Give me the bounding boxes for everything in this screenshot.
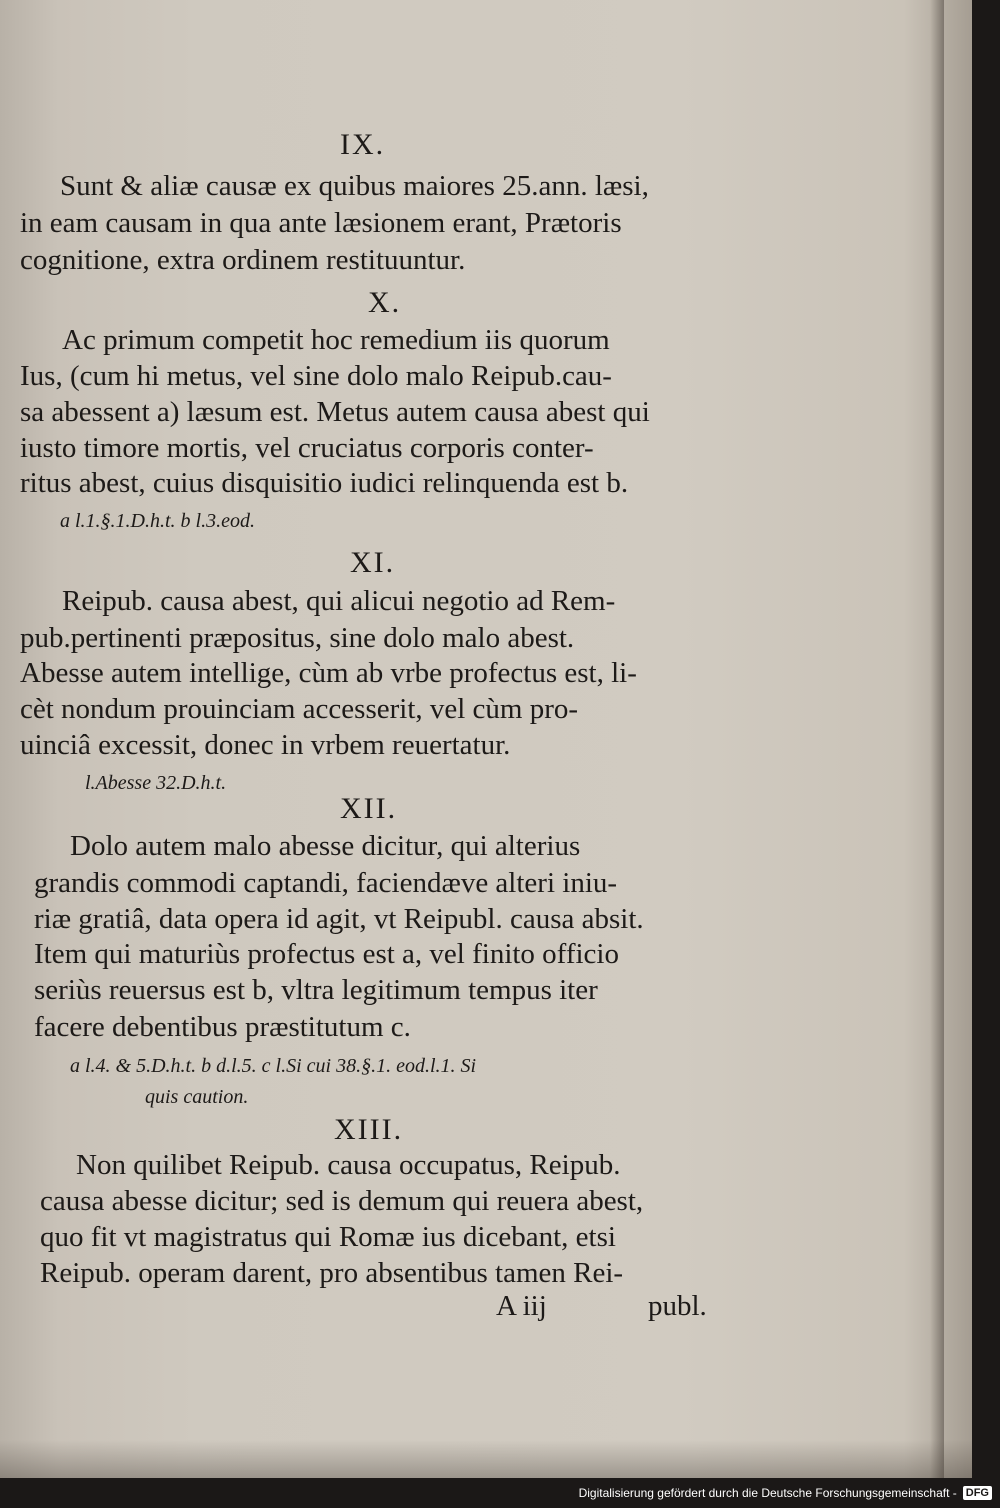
- footnote: a l.4. & 5.D.h.t. b d.l.5. c l.Si cui 38.§.1. eod.l.1. Si: [70, 1055, 477, 1077]
- text-line: cèt nondum prouinciam accesserit, vel cùm pro-: [20, 693, 579, 725]
- text-line: Item qui maturiùs profectus est a, vel finito officio: [34, 938, 619, 970]
- text-line: Reipub. causa abest, qui alicui negotio ad Rem-: [62, 585, 616, 617]
- footnote-continuation: quis caution.: [145, 1086, 249, 1108]
- attribution-footer: [579, 1480, 992, 1506]
- catchword: publ.: [648, 1290, 707, 1322]
- section-heading-xiii: XIII.: [334, 1113, 404, 1146]
- text-line: sa abessent a) læsum est. Metus autem causa abest qui: [20, 396, 650, 428]
- text-line: ritus abest, cuius disquisitio iudici relinquenda est b.: [20, 467, 629, 499]
- text-line: quo fit vt magistratus qui Romæ ius dicebant, etsi: [40, 1221, 616, 1253]
- text-line: Ius, (cum hi metus, vel sine dolo malo Reipub.cau-: [20, 360, 612, 392]
- text-line: cognitione, extra ordinem restituuntur.: [20, 244, 466, 276]
- text-line: Dolo autem malo abesse dicitur, qui alterius: [70, 830, 581, 862]
- footnote: a l.1.§.1.D.h.t. b l.3.eod.: [60, 510, 255, 532]
- text-line: Sunt & aliæ causæ ex quibus maiores 25.ann. læsi,: [60, 170, 649, 202]
- section-heading-xi: XI.: [350, 546, 396, 579]
- text-line: riæ gratiâ, data opera id agit, vt Reipubl. causa absit.: [34, 903, 644, 935]
- dfg-logo: DFG: [963, 1486, 992, 1500]
- text-line: Ac primum competit hoc remedium iis quorum: [62, 324, 610, 356]
- text-line: iusto timore mortis, vel cruciatus corporis conter-: [20, 432, 594, 464]
- text-line: seriùs reuersus est b, vltra legitimum tempus iter: [34, 974, 598, 1006]
- text-line: grandis commodi captandi, faciendæve alteri iniu-: [34, 867, 618, 899]
- page-edge-shadow: [930, 0, 944, 1478]
- text-line: pub.pertinenti præpositus, sine dolo malo abest.: [20, 622, 575, 654]
- text-line: facere debentibus præstitutum c.: [34, 1011, 411, 1043]
- section-heading-x: X.: [368, 286, 402, 319]
- section-heading-xii: XII.: [340, 792, 398, 825]
- text-line: in eam causam in qua ante læsionem erant, Prætoris: [20, 207, 622, 239]
- signature-mark: A iij: [496, 1290, 547, 1322]
- text-line: uinciâ excessit, donec in vrbem reuertatur.: [20, 729, 511, 761]
- footnote: l.Abesse 32.D.h.t.: [85, 772, 227, 794]
- text-line: Non quilibet Reipub. causa occupatus, Reipub.: [76, 1149, 621, 1181]
- attribution-text: Digitalisierung gefördert durch die Deutsche Forschungsgemeinschaft -: [578, 1486, 957, 1500]
- text-line: Reipub. operam darent, pro absentibus tamen Rei-: [40, 1257, 624, 1289]
- page-bottom-shadow: [0, 1440, 972, 1478]
- text-line: Abesse autem intellige, cùm ab vrbe profectus est, li-: [20, 657, 637, 689]
- text-line: causa abesse dicitur; sed is demum qui reuera abest,: [40, 1185, 644, 1217]
- section-heading-ix: IX.: [340, 128, 386, 161]
